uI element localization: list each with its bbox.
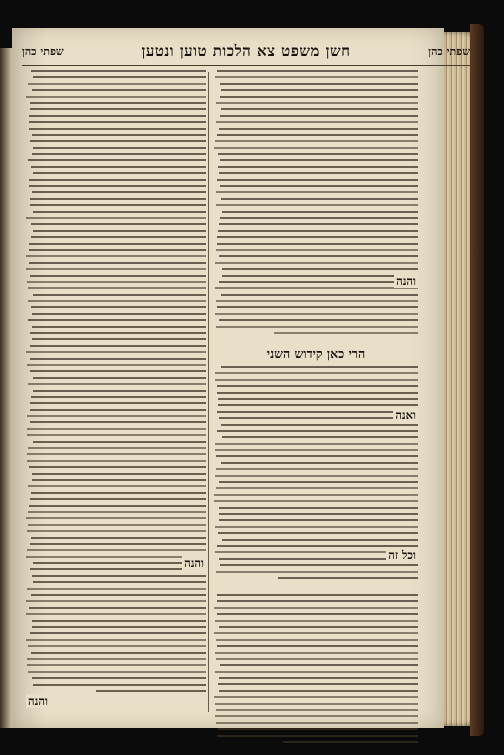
text-line bbox=[28, 319, 206, 321]
text-line bbox=[33, 294, 206, 296]
text-line bbox=[28, 645, 206, 647]
text-line bbox=[30, 108, 206, 110]
right-text-block-3 bbox=[214, 594, 418, 747]
text-line bbox=[220, 185, 418, 187]
text-line bbox=[217, 392, 418, 394]
text-line bbox=[220, 217, 418, 219]
text-line bbox=[27, 588, 206, 590]
text-line bbox=[217, 594, 418, 596]
text-line bbox=[31, 652, 206, 654]
text-line bbox=[218, 404, 418, 406]
text-line bbox=[30, 421, 206, 423]
text-line bbox=[27, 664, 206, 666]
book-cover bbox=[470, 24, 484, 736]
column-divider bbox=[208, 72, 209, 712]
text-line bbox=[32, 620, 206, 622]
text-line bbox=[217, 179, 418, 181]
header-left-label: שפתי כהן bbox=[22, 44, 64, 58]
text-line bbox=[216, 709, 418, 711]
text-line bbox=[27, 460, 206, 462]
text-line bbox=[216, 639, 418, 641]
text-line bbox=[219, 417, 418, 419]
text-line bbox=[30, 632, 206, 634]
text-line bbox=[26, 268, 206, 270]
text-line bbox=[29, 243, 206, 245]
text-line bbox=[217, 645, 418, 647]
text-line bbox=[26, 96, 206, 98]
text-line bbox=[220, 159, 418, 161]
text-line bbox=[30, 332, 206, 334]
text-line bbox=[32, 473, 206, 475]
header-title: חשן משפט צא הלכות טוען ונטען bbox=[141, 41, 351, 60]
right-lead-word-1: והנה bbox=[396, 274, 416, 288]
text-line bbox=[27, 428, 206, 430]
facing-page-edge bbox=[0, 48, 12, 728]
text-line bbox=[30, 402, 206, 404]
text-line bbox=[30, 358, 206, 360]
text-line bbox=[28, 83, 206, 85]
text-line bbox=[217, 70, 418, 72]
text-line bbox=[216, 204, 418, 206]
header-right-label: שפתי כהן bbox=[428, 44, 470, 58]
text-line bbox=[33, 581, 206, 583]
text-line bbox=[217, 134, 418, 136]
text-line bbox=[26, 517, 206, 519]
text-line bbox=[32, 338, 206, 340]
running-header bbox=[22, 38, 470, 64]
text-line bbox=[26, 613, 206, 615]
text-line bbox=[215, 140, 418, 142]
text-line bbox=[219, 677, 418, 679]
text-line bbox=[32, 89, 206, 91]
text-line bbox=[221, 366, 418, 368]
text-line bbox=[220, 664, 418, 666]
text-line bbox=[32, 191, 206, 193]
section-heading: הרי כאן קידוש השני bbox=[266, 346, 366, 361]
text-line bbox=[33, 211, 206, 213]
left-text-block-1 bbox=[26, 70, 206, 696]
text-line bbox=[218, 166, 418, 168]
text-line bbox=[222, 275, 418, 277]
text-line bbox=[33, 377, 206, 379]
text-line bbox=[31, 166, 206, 168]
text-line bbox=[214, 494, 418, 496]
text-line bbox=[220, 564, 418, 566]
text-line bbox=[214, 632, 418, 634]
text-line bbox=[26, 255, 206, 257]
text-line bbox=[216, 722, 418, 724]
text-line bbox=[220, 83, 418, 85]
text-line bbox=[217, 545, 418, 547]
text-line bbox=[27, 434, 206, 436]
text-line bbox=[33, 390, 206, 392]
text-line bbox=[32, 479, 206, 481]
text-line bbox=[26, 217, 206, 219]
text-line bbox=[28, 671, 206, 673]
text-line bbox=[219, 223, 418, 225]
text-line bbox=[215, 715, 418, 717]
text-line bbox=[30, 370, 206, 372]
text-line bbox=[32, 153, 206, 155]
text-line bbox=[29, 262, 206, 264]
text-line bbox=[216, 300, 418, 302]
text-line bbox=[33, 172, 206, 174]
text-line bbox=[214, 607, 418, 609]
text-line bbox=[32, 677, 206, 679]
text-line bbox=[215, 379, 418, 381]
text-line bbox=[218, 230, 418, 232]
text-line bbox=[33, 147, 206, 149]
text-line bbox=[221, 462, 418, 464]
right-lead-word-3: וכל זה bbox=[388, 548, 416, 562]
text-line bbox=[215, 372, 418, 374]
text-line bbox=[33, 684, 206, 686]
text-line bbox=[215, 443, 418, 445]
left-lead-word-2: והנה bbox=[28, 694, 48, 708]
text-line bbox=[28, 300, 206, 302]
text-line bbox=[218, 683, 418, 685]
text-line bbox=[216, 121, 418, 123]
text-line bbox=[221, 89, 418, 91]
text-line bbox=[32, 575, 206, 577]
text-line bbox=[30, 204, 206, 206]
text-line bbox=[29, 466, 206, 468]
text-line bbox=[222, 436, 418, 438]
text-line bbox=[30, 498, 206, 500]
text-line bbox=[217, 306, 418, 308]
text-line bbox=[33, 76, 206, 78]
text-line bbox=[31, 70, 206, 72]
text-line bbox=[222, 268, 418, 270]
text-line bbox=[33, 562, 206, 564]
text-line bbox=[216, 326, 418, 328]
text-line bbox=[219, 281, 418, 283]
text-line bbox=[28, 447, 206, 449]
text-line bbox=[215, 449, 418, 451]
text-line bbox=[216, 487, 418, 489]
text-line bbox=[219, 690, 418, 692]
text-line bbox=[219, 172, 418, 174]
text-line bbox=[215, 620, 418, 622]
text-line bbox=[217, 430, 418, 432]
text-line bbox=[26, 351, 206, 353]
text-line bbox=[27, 281, 206, 283]
text-line bbox=[29, 185, 206, 187]
text-line bbox=[219, 128, 418, 130]
text-line bbox=[28, 287, 206, 289]
text-line bbox=[30, 102, 206, 104]
text-line bbox=[215, 475, 418, 477]
text-line bbox=[219, 255, 418, 257]
text-line bbox=[217, 613, 419, 615]
text-line bbox=[215, 526, 418, 528]
text-line bbox=[215, 287, 418, 289]
text-line bbox=[27, 658, 206, 660]
text-line bbox=[218, 153, 418, 155]
text-line bbox=[215, 262, 418, 264]
text-line bbox=[32, 626, 206, 628]
text-line bbox=[220, 115, 419, 117]
text-line bbox=[217, 243, 418, 245]
text-line bbox=[221, 294, 418, 296]
text-line bbox=[29, 179, 206, 181]
text-line bbox=[27, 530, 206, 532]
text-line bbox=[27, 453, 206, 455]
text-line bbox=[29, 249, 206, 251]
text-line bbox=[30, 543, 206, 545]
open-book bbox=[0, 18, 484, 730]
text-line bbox=[221, 108, 418, 110]
text-line bbox=[31, 594, 206, 596]
text-line bbox=[31, 492, 206, 494]
text-line bbox=[274, 332, 418, 334]
text-line bbox=[26, 556, 206, 558]
text-line bbox=[31, 306, 206, 308]
text-line bbox=[216, 102, 418, 104]
text-line bbox=[96, 690, 206, 692]
left-lead-word-1: והנה bbox=[184, 556, 204, 570]
text-line bbox=[216, 468, 418, 470]
text-line bbox=[31, 236, 206, 238]
text-line bbox=[283, 741, 418, 743]
text-line bbox=[216, 191, 418, 193]
text-line bbox=[29, 128, 206, 130]
text-line bbox=[217, 385, 418, 387]
text-line bbox=[217, 411, 418, 413]
text-line bbox=[29, 505, 206, 507]
text-line bbox=[214, 696, 418, 698]
text-line bbox=[278, 577, 418, 579]
text-line bbox=[214, 147, 418, 149]
text-line bbox=[28, 511, 206, 513]
text-line bbox=[29, 115, 206, 117]
text-line bbox=[217, 600, 418, 602]
text-line bbox=[219, 513, 418, 515]
text-line bbox=[216, 571, 418, 573]
text-line bbox=[30, 140, 206, 142]
text-line bbox=[31, 396, 206, 398]
text-line bbox=[26, 639, 206, 641]
text-line bbox=[219, 481, 418, 483]
text-line bbox=[221, 198, 418, 200]
text-line bbox=[27, 415, 206, 417]
text-line bbox=[31, 223, 206, 225]
text-line bbox=[28, 524, 206, 526]
text-line bbox=[216, 249, 418, 251]
right-lead-word-2: ואנה bbox=[395, 408, 416, 422]
text-line bbox=[222, 211, 418, 213]
text-line bbox=[218, 398, 418, 400]
text-line bbox=[30, 568, 206, 570]
text-line bbox=[221, 424, 418, 426]
text-line bbox=[30, 275, 206, 277]
text-line bbox=[30, 198, 206, 200]
text-line bbox=[29, 607, 206, 609]
text-line bbox=[219, 626, 418, 628]
header-rule bbox=[22, 65, 470, 66]
text-line bbox=[219, 519, 418, 521]
text-line bbox=[220, 96, 418, 98]
text-line bbox=[33, 230, 206, 232]
text-line bbox=[217, 735, 418, 737]
text-line bbox=[215, 671, 418, 673]
text-line bbox=[30, 409, 206, 411]
text-line bbox=[219, 507, 418, 509]
text-line bbox=[29, 121, 206, 123]
right-text-block-1 bbox=[214, 70, 418, 338]
text-line bbox=[30, 345, 206, 347]
text-line bbox=[26, 600, 206, 602]
text-line bbox=[28, 159, 206, 161]
text-line bbox=[214, 500, 418, 502]
text-line bbox=[215, 652, 418, 654]
text-line bbox=[215, 313, 418, 315]
text-line bbox=[27, 549, 206, 551]
text-line bbox=[215, 703, 418, 705]
text-line bbox=[28, 485, 206, 487]
text-line bbox=[32, 313, 206, 315]
text-line bbox=[219, 319, 418, 321]
text-line bbox=[27, 364, 206, 366]
text-line bbox=[218, 532, 418, 534]
text-line bbox=[216, 658, 418, 660]
text-line bbox=[31, 537, 206, 539]
text-line bbox=[222, 539, 418, 541]
text-line bbox=[215, 76, 418, 78]
text-line bbox=[32, 326, 206, 328]
text-line bbox=[218, 728, 418, 730]
text-line bbox=[32, 134, 206, 136]
text-line bbox=[217, 236, 418, 238]
text-line bbox=[28, 383, 206, 385]
text-line bbox=[216, 455, 418, 457]
text-line bbox=[33, 441, 206, 443]
